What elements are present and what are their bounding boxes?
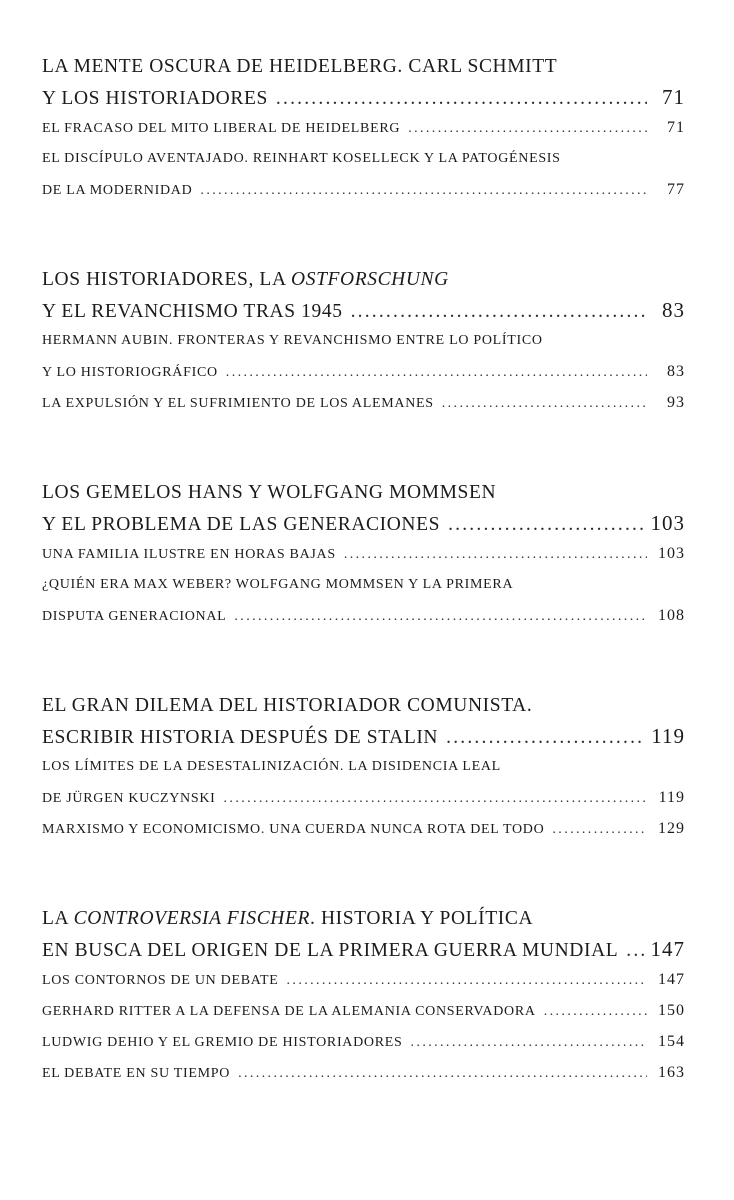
dot-leader [224, 783, 647, 814]
section-page-number: 163 [658, 1064, 685, 1081]
section-title-text: EL DEBATE EN SU TIEMPO [42, 1066, 231, 1081]
section-page-number: 83 [667, 363, 685, 380]
section-entry [42, 174, 685, 205]
table-of-contents [42, 52, 685, 1088]
section-page-number: 150 [658, 1002, 685, 1019]
section-page-number: 129 [658, 820, 685, 837]
section-title-text: GERHARD RITTER A LA DEFENSA DE LA ALEMANIA CONSERVADORA [42, 1004, 536, 1019]
dot-leader [408, 113, 647, 144]
section-entry [42, 356, 685, 387]
section-title-text: EL DISCÍPULO AVENTAJADO. REINHART KOSELLECK Y LA PATOGÉNESIS [42, 151, 561, 166]
chapter-title-line [42, 82, 685, 112]
chapter-title-text: LOS GEMELOS HANS Y WOLFGANG MOMMSEN [42, 482, 497, 503]
chapter-entry [42, 904, 685, 1088]
section-page-number: 93 [667, 394, 685, 411]
section-entry [42, 995, 685, 1026]
dot-leader [234, 601, 647, 632]
section-title-text: DISPUTA GENERACIONAL [42, 609, 227, 624]
chapter-title-italic: OSTFORSCHUNG [291, 269, 449, 290]
section-page-number: 77 [667, 181, 685, 198]
section-page-number: 119 [658, 789, 685, 806]
chapter-title-text: LA MENTE OSCURA DE HEIDELBERG. CARL SCHMITT [42, 56, 558, 77]
section-title-text: LOS LÍMITES DE LA DESESTALINIZACIÓN. LA DISIDENCIA LEAL [42, 759, 501, 774]
chapter-title-italic: CONTROVERSIA FISCHER [73, 908, 311, 929]
section-entry [42, 325, 685, 356]
chapter-title-line [42, 934, 685, 964]
section-page-number: 103 [658, 545, 685, 562]
section-entry [42, 112, 685, 143]
section-page-number: 147 [658, 971, 685, 988]
chapter-title-line [42, 295, 685, 325]
chapter-title-text: EN BUSCA DEL ORIGEN DE LA PRIMERA GUERRA MUNDIAL [42, 940, 619, 961]
chapter-title-text: Y EL REVANCHISMO TRAS 1945 [42, 301, 343, 322]
section-entry [42, 813, 685, 844]
chapter-title-line [42, 721, 685, 751]
chapter-title-line [42, 904, 685, 934]
chapter-page-number: 71 [662, 85, 685, 109]
chapter-title-line [42, 508, 685, 538]
dot-leader [276, 84, 647, 114]
dot-leader [552, 814, 647, 845]
section-entry [42, 600, 685, 631]
dot-leader [626, 936, 644, 966]
chapter-title-text [42, 265, 449, 295]
dot-leader [446, 723, 645, 753]
chapter-title-text: ESCRIBIR HISTORIA DESPUÉS DE STALIN [42, 727, 439, 748]
dot-leader [442, 388, 647, 419]
section-title-text: MARXISMO Y ECONOMICISMO. UNA CUERDA NUNCA ROTA DEL TODO [42, 822, 545, 837]
section-page-number: 71 [667, 119, 685, 136]
chapter-page-number: 147 [650, 937, 685, 961]
section-title-text: Y LO HISTORIOGRÁFICO [42, 365, 218, 380]
section-entry [42, 569, 685, 600]
section-entry [42, 751, 685, 782]
chapter-title-line [42, 52, 685, 82]
dot-leader [344, 539, 647, 570]
section-entry [42, 143, 685, 174]
chapter-title-text: EL GRAN DILEMA DEL HISTORIADOR COMUNISTA. [42, 695, 533, 716]
chapter-title-line [42, 265, 685, 295]
dot-leader [544, 996, 647, 1027]
chapter-entry [42, 265, 685, 418]
section-title-text: ¿QUIÉN ERA MAX WEBER? WOLFGANG MOMMSEN Y LA PRIMERA [42, 577, 514, 592]
chapter-title-text: Y EL PROBLEMA DE LAS GENERACIONES [42, 514, 441, 535]
section-entry [42, 538, 685, 569]
section-title-text: LOS CONTORNOS DE UN DEBATE [42, 973, 279, 988]
chapter-title-line [42, 691, 685, 721]
section-title-text: DE LA MODERNIDAD [42, 183, 193, 198]
dot-leader [287, 965, 647, 996]
dot-leader [238, 1058, 647, 1089]
chapter-page-number: 83 [662, 298, 685, 322]
section-title-text: LUDWIG DEHIO Y EL GREMIO DE HISTORIADORES [42, 1035, 403, 1050]
section-title-text: EL FRACASO DEL MITO LIBERAL DE HEIDELBERG [42, 121, 401, 136]
chapter-title-text: Y LOS HISTORIADORES [42, 88, 268, 109]
chapter-title-prefix: LA [42, 908, 74, 929]
chapter-page-number: 119 [651, 724, 685, 748]
section-page-number: 154 [658, 1033, 685, 1050]
section-title-text: DE JÜRGEN KUCZYNSKI [42, 791, 216, 806]
chapter-entry [42, 52, 685, 205]
section-title-text: LA EXPULSIÓN Y EL SUFRIMIENTO DE LOS ALEMANES [42, 396, 434, 411]
chapter-page-number: 103 [650, 511, 685, 535]
section-page-number: 108 [658, 607, 685, 624]
chapter-title-text [42, 904, 533, 934]
chapter-entry [42, 478, 685, 631]
section-title-text: HERMANN AUBIN. FRONTERAS Y REVANCHISMO ENTRE LO POLÍTICO [42, 333, 543, 348]
section-entry [42, 1057, 685, 1088]
dot-leader [351, 297, 647, 327]
section-entry [42, 964, 685, 995]
dot-leader [200, 175, 647, 206]
section-entry [42, 387, 685, 418]
chapter-entry [42, 691, 685, 844]
section-title-text: UNA FAMILIA ILUSTRE EN HORAS BAJAS [42, 547, 336, 562]
dot-leader [226, 357, 647, 388]
chapter-title-suffix: . HISTORIA Y POLÍTICA [310, 908, 534, 929]
section-entry [42, 1026, 685, 1057]
dot-leader [411, 1027, 647, 1058]
dot-leader [448, 510, 644, 540]
section-entry [42, 782, 685, 813]
chapter-title-prefix: LOS HISTORIADORES, LA [42, 269, 292, 290]
chapter-title-line [42, 478, 685, 508]
